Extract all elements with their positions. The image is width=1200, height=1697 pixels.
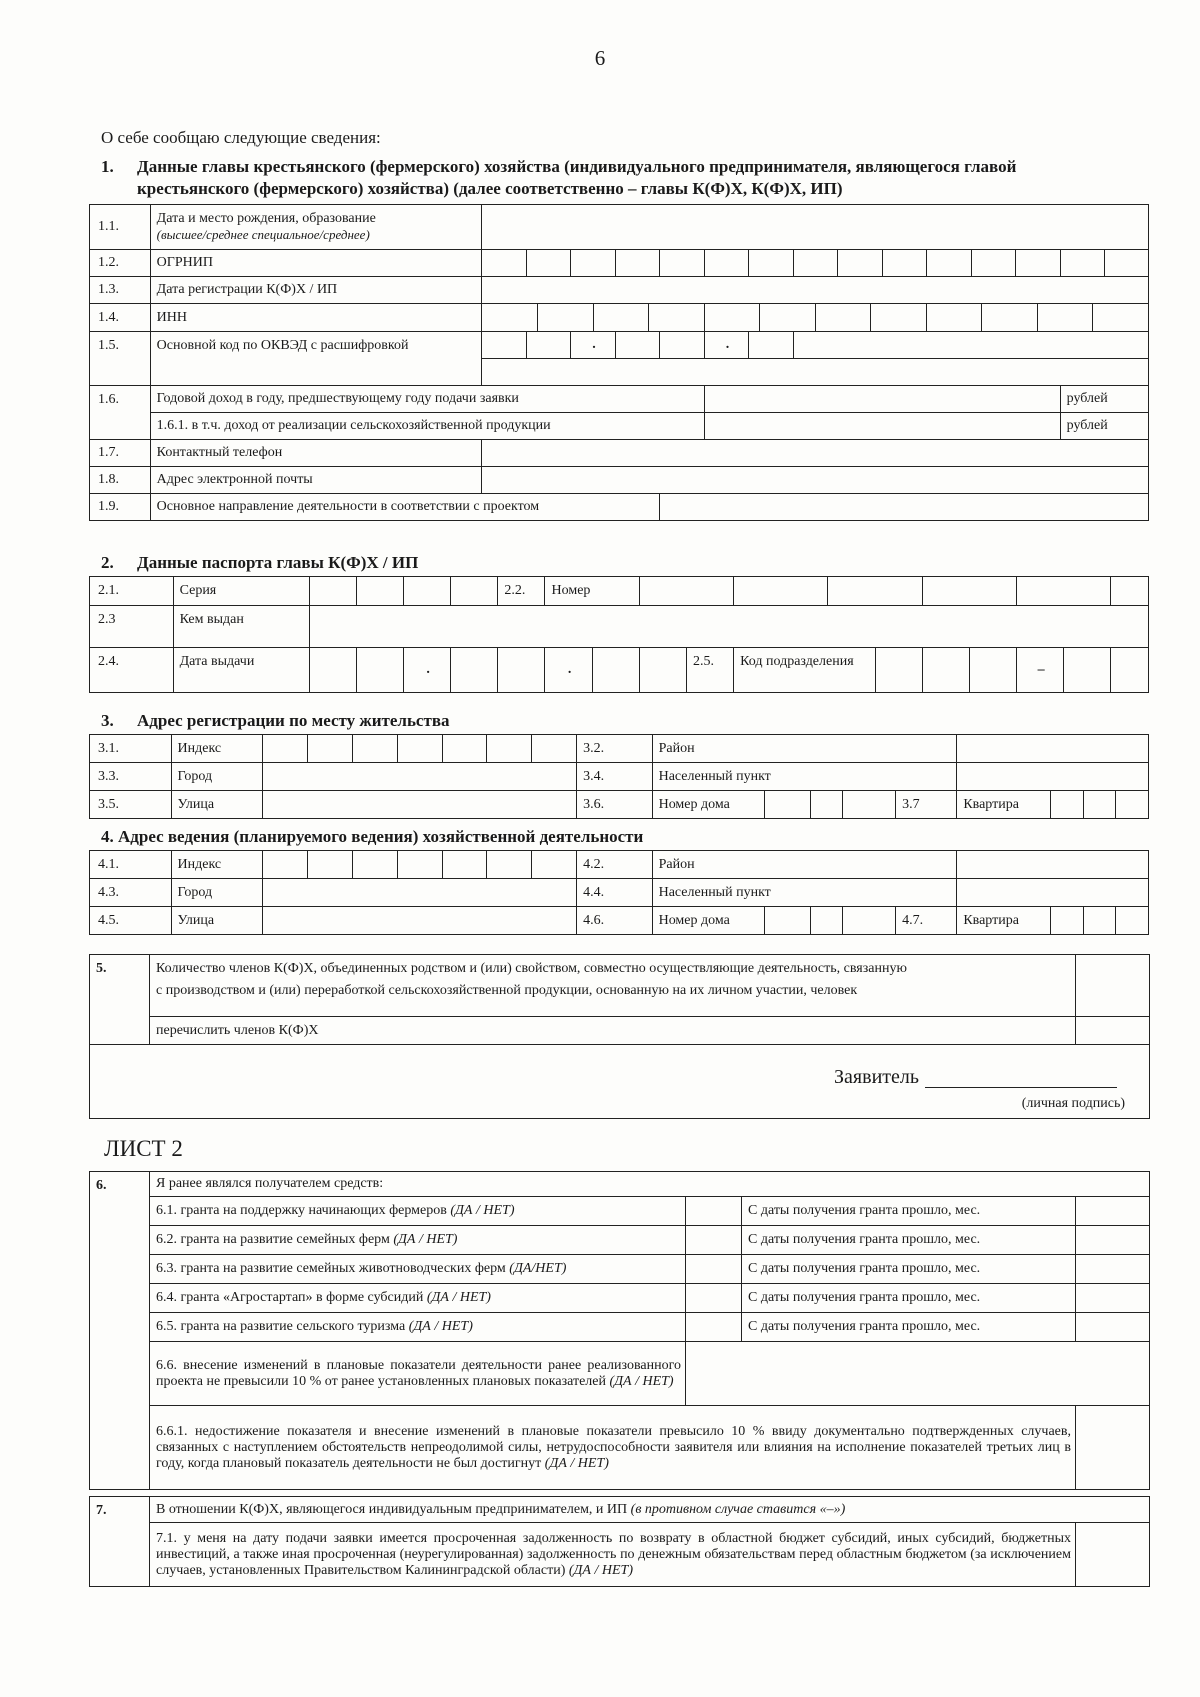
grant-label — [150, 1284, 686, 1313]
row-6-1 — [90, 1197, 1150, 1226]
inn-digit[interactable] — [815, 304, 870, 331]
row-number: 1.6. — [90, 386, 151, 440]
row-number: 3.5. — [90, 791, 172, 819]
separator-dot: . — [592, 337, 596, 352]
grant-answer[interactable] — [686, 1284, 742, 1313]
passport-number-digit[interactable] — [639, 577, 733, 606]
row-number: 1.5. — [90, 332, 151, 386]
settlement-field[interactable] — [957, 763, 1149, 791]
registration-date-field[interactable] — [482, 277, 1149, 304]
ogrnip-digit[interactable] — [660, 250, 704, 277]
city-label: Город — [171, 879, 263, 907]
sheet-2-title: ЛИСТ 2 — [104, 1136, 183, 1161]
row-number: 3.7 — [896, 791, 957, 819]
series-label: Серия — [173, 577, 309, 606]
house-digit[interactable] — [764, 791, 810, 819]
row-1-2 — [90, 250, 1149, 277]
index-digit[interactable] — [397, 851, 442, 879]
overdue-debt-text: 7.1. у меня на дату подачи заявки имеется просроченная задолженность по возврату в областной бюджет субсидий, иных субсидий, бюджетных инвестиций, а также иная просроченная (неурегулированная) задолженность по денежным обязательствам перед областным бюджетом (за исключением случаев, установленных Правительством Калининградской области) — [156, 1530, 1071, 1578]
title: Адрес регистрации по месту жительства — [137, 711, 450, 730]
street-label: Улица — [171, 791, 263, 819]
section-2-title — [101, 552, 418, 574]
activity-direction-field[interactable] — [660, 494, 1149, 521]
street-field[interactable] — [263, 907, 577, 935]
division-code-label: Код подразделения — [734, 648, 875, 693]
grant-answer[interactable] — [686, 1226, 742, 1255]
ogrnip-digit[interactable] — [971, 250, 1015, 277]
inn-digit[interactable] — [538, 304, 593, 331]
ogrnip-digit[interactable] — [571, 250, 615, 277]
index-digit[interactable] — [397, 735, 442, 763]
phone-field[interactable] — [482, 440, 1149, 467]
city-field[interactable] — [263, 763, 577, 791]
row-number: 2.2. — [498, 577, 545, 606]
line: с производством и (или) переработкой сельскохозяйственной продукции, основанную на их личном участии, человек — [156, 983, 858, 998]
row-2-3 — [90, 606, 1149, 648]
row-3-5 — [90, 791, 1149, 819]
grant-answer[interactable] — [686, 1197, 742, 1226]
issue-date-digit[interactable] — [498, 648, 545, 693]
okved-digit[interactable] — [704, 332, 748, 359]
house-digit[interactable] — [843, 907, 896, 935]
grant-label — [150, 1255, 686, 1284]
separator-dot: . — [725, 337, 730, 352]
row-number: 2.1. — [90, 577, 174, 606]
issued-by-label: Кем выдан — [173, 606, 309, 648]
members-count-label — [150, 955, 1076, 1017]
row-6-6-1 — [90, 1406, 1150, 1490]
inn-label: ИНН — [150, 304, 482, 332]
row-4-3 — [90, 879, 1149, 907]
index-label: Индекс — [171, 735, 263, 763]
row-2-1 — [90, 577, 1149, 606]
overdue-debt-label — [150, 1523, 1076, 1587]
row-number: 4.7. — [896, 907, 957, 935]
separator-dot: . — [567, 662, 572, 677]
settlement-field[interactable] — [957, 879, 1149, 907]
apartment-label: Квартира — [957, 907, 1051, 935]
months-since-label: С даты получения гранта прошло, мес. — [742, 1197, 1076, 1226]
apartment-digit[interactable] — [1051, 791, 1084, 819]
plan-change-label — [150, 1342, 686, 1406]
row-6-2 — [90, 1226, 1150, 1255]
settlement-label: Населенный пункт — [652, 879, 957, 907]
series-digit[interactable] — [309, 577, 356, 606]
row-2-4 — [90, 648, 1149, 693]
index-digit[interactable] — [308, 851, 353, 879]
months-since-field[interactable] — [1076, 1313, 1150, 1342]
table-section-1 — [89, 204, 1149, 521]
series-digit[interactable] — [356, 577, 403, 606]
number-label: Номер — [545, 577, 639, 606]
ogrnip-digit[interactable] — [615, 250, 659, 277]
row-7 — [90, 1497, 1150, 1523]
okved-description-field[interactable] — [793, 332, 1148, 359]
inn-digit[interactable] — [593, 304, 648, 331]
row-number: 3.1. — [90, 735, 172, 763]
index-label: Индекс — [171, 851, 263, 879]
row-number: 4.3. — [90, 879, 172, 907]
plan-change-text: 6.6. внесение изменений в плановые показатели деятельности ранее реализованного проекта не превысили 10 % от ранее установленных плановых показателей — [156, 1357, 681, 1389]
apartment-digit[interactable] — [1116, 791, 1149, 819]
row-number: 3.6. — [577, 791, 652, 819]
ogrnip-digit[interactable] — [1105, 250, 1149, 277]
inn-digit[interactable] — [982, 304, 1037, 331]
series-digit[interactable] — [404, 577, 451, 606]
inn-field — [482, 304, 1149, 332]
row-number: 4.2. — [577, 851, 652, 879]
signature-line[interactable] — [925, 1069, 1117, 1088]
yes-no-option: (ДА / НЕТ) — [408, 1319, 473, 1334]
row-number: 4.6. — [577, 907, 652, 935]
ogrnip-digit[interactable] — [882, 250, 926, 277]
table-section-4 — [89, 850, 1149, 935]
row-number: 6. — [90, 1172, 150, 1490]
grant-label — [150, 1313, 686, 1342]
table-section-5 — [89, 954, 1150, 1119]
section-1-title — [101, 156, 1161, 200]
grant-answer[interactable] — [686, 1255, 742, 1284]
row-1-6 — [90, 386, 1149, 413]
issue-date-digit[interactable] — [592, 648, 639, 693]
street-field[interactable] — [263, 791, 577, 819]
apartment-digit[interactable] — [1083, 791, 1116, 819]
row-4-5 — [90, 907, 1149, 935]
section-3-title — [101, 710, 450, 732]
section-number: 1. — [101, 157, 114, 176]
ogrnip-digit[interactable] — [793, 250, 837, 277]
row-6 — [90, 1172, 1150, 1197]
row-number: 1.3. — [90, 277, 151, 304]
inn-digit[interactable] — [760, 304, 815, 331]
annual-income-label: Годовой доход в году, предшествующему году подачи заявки — [150, 386, 704, 413]
table-section-6 — [89, 1171, 1150, 1490]
row-5 — [90, 955, 1150, 1017]
index-digit[interactable] — [487, 851, 532, 879]
city-field[interactable] — [263, 879, 577, 907]
yes-no-option: (ДА / НЕТ) — [426, 1290, 491, 1305]
issue-date-digit[interactable] — [639, 648, 686, 693]
division-code-digit[interactable] — [969, 648, 1016, 693]
division-code-digit[interactable] — [1111, 648, 1149, 693]
row-1-9 — [90, 494, 1149, 521]
issue-date-digit[interactable] — [309, 648, 356, 693]
grant-label — [150, 1197, 686, 1226]
birth-education-field[interactable] — [482, 205, 1149, 250]
index-digit[interactable] — [532, 735, 577, 763]
ogrnip-digit[interactable] — [749, 250, 793, 277]
unit-rubles: рублей — [1060, 413, 1148, 440]
row-1-7 — [90, 440, 1149, 467]
issue-date-digit[interactable] — [404, 648, 451, 693]
plan-change-answer[interactable] — [686, 1342, 1150, 1406]
email-field[interactable] — [482, 467, 1149, 494]
months-since-field[interactable] — [1076, 1197, 1150, 1226]
ogrnip-digit[interactable] — [526, 250, 570, 277]
district-label: Район — [652, 735, 957, 763]
row-1-5 — [90, 332, 1149, 359]
row-number: 2.4. — [90, 648, 174, 693]
yes-no-option: (ДА / НЕТ) — [568, 1562, 633, 1578]
months-since-label: С даты получения гранта прошло, мес. — [742, 1313, 1076, 1342]
house-digit[interactable] — [843, 791, 896, 819]
section-4-title: 4. Адрес ведения (планируемого ведения) хозяйственной деятельности — [101, 827, 644, 846]
agri-income-field[interactable] — [704, 413, 1060, 440]
page-number: 6 — [594, 46, 606, 70]
division-code-digit[interactable] — [1017, 648, 1064, 693]
row-number: 3.4. — [577, 763, 652, 791]
issue-date-digit[interactable] — [451, 648, 498, 693]
yes-no-option: (ДА/НЕТ) — [509, 1261, 567, 1276]
issue-date-digit[interactable] — [356, 648, 403, 693]
okved-digit[interactable] — [660, 332, 704, 359]
passport-number-digit[interactable] — [922, 577, 1016, 606]
members-list-label: перечислить членов К(Ф)Х — [150, 1017, 1076, 1045]
house-digit[interactable] — [810, 907, 843, 935]
index-digit[interactable] — [442, 735, 487, 763]
yes-no-option: (ДА / НЕТ) — [609, 1373, 674, 1389]
signature-caption: (личная подпись) — [1021, 1096, 1125, 1111]
inn-digit[interactable] — [871, 304, 926, 331]
inn-digit[interactable] — [926, 304, 981, 331]
row-number: 1.2. — [90, 250, 151, 277]
section-number: 3. — [101, 711, 114, 730]
house-number-label: Номер дома — [652, 791, 764, 819]
index-digit[interactable] — [487, 735, 532, 763]
row-number: 3.2. — [577, 735, 652, 763]
header-note: (в противном случае ставится «–») — [630, 1501, 846, 1517]
index-digit[interactable] — [352, 851, 397, 879]
okved-digit[interactable] — [571, 332, 615, 359]
title: Данные паспорта главы К(Ф)Х / ИП — [137, 553, 419, 572]
grant-answer[interactable] — [686, 1313, 742, 1342]
index-digit[interactable] — [442, 851, 487, 879]
yes-no-option: (ДА / НЕТ) — [393, 1232, 458, 1247]
grant-name: 6.2. гранта на развитие семейных ферм — [156, 1232, 390, 1247]
issued-by-field[interactable] — [309, 606, 1148, 648]
row-6-6 — [90, 1342, 1150, 1406]
row-number: 1.8. — [90, 467, 151, 494]
ogrnip-digit[interactable] — [838, 250, 882, 277]
district-field[interactable] — [957, 851, 1149, 879]
ogrnip-digit[interactable] — [1060, 250, 1104, 277]
city-label: Город — [171, 763, 263, 791]
row-1-8 — [90, 467, 1149, 494]
row-signature — [90, 1045, 1150, 1119]
district-field[interactable] — [957, 735, 1149, 763]
row-5-list — [90, 1017, 1150, 1045]
row-number: 5. — [90, 955, 150, 1045]
row-number: 7. — [90, 1497, 150, 1587]
passport-number-digit[interactable] — [734, 577, 828, 606]
house-digit[interactable] — [810, 791, 843, 819]
okved-label: Основной код по ОКВЭД с расшифровкой — [150, 332, 482, 386]
ip-section-header — [150, 1497, 1150, 1523]
row-number: 1.9. — [90, 494, 151, 521]
signature-block — [90, 1045, 1150, 1119]
months-since-field[interactable] — [1076, 1255, 1150, 1284]
education-options: (высшее/среднее специальное/среднее) — [156, 227, 370, 242]
okved-digit[interactable] — [482, 332, 526, 359]
row-1-3 — [90, 277, 1149, 304]
row-number: 4.4. — [577, 879, 652, 907]
separator-dot: . — [426, 662, 430, 677]
row-7-1 — [90, 1523, 1150, 1587]
force-majeure-answer[interactable] — [1076, 1406, 1150, 1490]
index-digit[interactable] — [532, 851, 577, 879]
okved-description-line[interactable] — [482, 359, 1149, 386]
index-digit[interactable] — [308, 735, 353, 763]
passport-number-digit[interactable] — [1111, 577, 1149, 606]
activity-direction-label: Основное направление деятельности в соответствии с проектом — [150, 494, 660, 521]
months-since-field[interactable] — [1076, 1226, 1150, 1255]
apartment-digit[interactable] — [1051, 907, 1084, 935]
force-majeure-text: 6.6.1. недостижение показателя и внесение изменений в плановые показатели превысило 10 % ввиду документально подтвержденных случаев, связанных с наступлением обстоятельств непреодолимой силы, нетрудоспособности заявителя или влияния на исполнение показателей третьих лиц в году, когда плановый показатель деятельности не был достигнут — [156, 1423, 1071, 1471]
months-since-label: С даты получения гранта прошло, мес. — [742, 1255, 1076, 1284]
house-digit[interactable] — [764, 907, 810, 935]
division-code-digit[interactable] — [875, 648, 922, 693]
row-1-1 — [90, 205, 1149, 250]
title-line-1: Данные главы крестьянского (фермерского) хозяйства (индивидуального предпринимателя, являющегося главой — [137, 157, 1017, 176]
phone-label: Контактный телефон — [150, 440, 482, 467]
inn-digit[interactable] — [704, 304, 759, 331]
unit-rubles: рублей — [1060, 386, 1148, 413]
row-number: 1.1. — [90, 205, 151, 250]
grant-label — [150, 1226, 686, 1255]
table-section-3 — [89, 734, 1149, 819]
row-number: 1.7. — [90, 440, 151, 467]
yes-no-option: (ДА / НЕТ) — [450, 1203, 515, 1218]
street-label: Улица — [171, 907, 263, 935]
yes-no-option: (ДА / НЕТ) — [544, 1455, 609, 1471]
header-text: В отношении К(Ф)Х, являющегося индивидуальным предпринимателем, и ИП — [156, 1501, 628, 1517]
section-number: 2. — [101, 553, 114, 572]
agri-income-label: 1.6.1. в т.ч. доход от реализации сельскохозяйственной продукции — [150, 413, 704, 440]
index-digit[interactable] — [263, 735, 308, 763]
row-number: 2.5. — [686, 648, 733, 693]
row-6-3 — [90, 1255, 1150, 1284]
row-6-5 — [90, 1313, 1150, 1342]
force-majeure-label — [150, 1406, 1076, 1490]
title-line-2: крестьянского (фермерского) хозяйства) (далее соответственно – главы К(Ф)Х, К(Ф)Х, ИП) — [137, 179, 843, 198]
inn-digits — [482, 304, 1148, 331]
okved-digit[interactable] — [526, 332, 570, 359]
inn-digit[interactable] — [482, 304, 537, 331]
label: Дата и место рождения, образование — [156, 211, 376, 226]
row-3-1 — [90, 735, 1149, 763]
members-count-field[interactable] — [1076, 955, 1150, 1017]
intro-text: О себе сообщаю следующие сведения: — [101, 128, 381, 147]
row-4-1 — [90, 851, 1149, 879]
annual-income-field[interactable] — [704, 386, 1060, 413]
issue-date-digit[interactable] — [545, 648, 592, 693]
settlement-label: Населенный пункт — [652, 763, 957, 791]
grant-name: 6.3. гранта на развитие семейных животноводческих ферм — [156, 1261, 506, 1276]
table-section-7 — [89, 1496, 1150, 1587]
division-code-digit[interactable] — [1064, 648, 1111, 693]
row-1-6-1 — [90, 413, 1149, 440]
birth-education-label — [150, 205, 482, 250]
members-list-field[interactable] — [1076, 1017, 1150, 1045]
row-number: 1.4. — [90, 304, 151, 332]
applicant-label: Заявитель — [834, 1066, 919, 1088]
row-number: 2.3 — [90, 606, 174, 648]
series-digit[interactable] — [451, 577, 498, 606]
division-code-digit[interactable] — [922, 648, 969, 693]
row-number: 4.1. — [90, 851, 172, 879]
row-number: 4.5. — [90, 907, 172, 935]
line: Количество членов К(Ф)Х, объединенных родством и (или) свойством, совместно осуществляющие деятельность, связанную — [156, 961, 907, 976]
months-since-label: С даты получения гранта прошло, мес. — [742, 1284, 1076, 1313]
grants-intro: Я ранее являлся получателем средств: — [150, 1172, 1150, 1197]
ogrnip-digit[interactable] — [1016, 250, 1060, 277]
row-6-4 — [90, 1284, 1150, 1313]
okved-digit[interactable] — [615, 332, 659, 359]
ogrnip-digit[interactable] — [927, 250, 971, 277]
separator-dash: – — [1037, 662, 1045, 677]
row-number: 3.3. — [90, 763, 172, 791]
row-3-3 — [90, 763, 1149, 791]
apartment-digit[interactable] — [1116, 907, 1149, 935]
inn-digit[interactable] — [1093, 304, 1149, 331]
passport-number-digit[interactable] — [828, 577, 922, 606]
months-since-field[interactable] — [1076, 1284, 1150, 1313]
index-digit[interactable] — [263, 851, 308, 879]
okved-digit[interactable] — [749, 332, 793, 359]
row-1-4 — [90, 304, 1149, 332]
apartment-digit[interactable] — [1083, 907, 1116, 935]
grant-name: 6.5. гранта на развитие сельского туризма — [156, 1319, 406, 1334]
grant-name: 6.4. гранта «Агростартап» в форме субсидий — [156, 1290, 424, 1305]
grant-name: 6.1. гранта на поддержку начинающих фермеров — [156, 1203, 447, 1218]
overdue-debt-answer[interactable] — [1076, 1523, 1150, 1587]
ogrnip-label: ОГРНИП — [150, 250, 482, 277]
months-since-label: С даты получения гранта прошло, мес. — [742, 1226, 1076, 1255]
district-label: Район — [652, 851, 957, 879]
house-number-label: Номер дома — [652, 907, 764, 935]
ogrnip-digit[interactable] — [482, 250, 526, 277]
issue-date-label: Дата выдачи — [173, 648, 309, 693]
inn-digit[interactable] — [1037, 304, 1092, 331]
email-label: Адрес электронной почты — [150, 467, 482, 494]
index-digit[interactable] — [352, 735, 397, 763]
apartment-label: Квартира — [957, 791, 1051, 819]
ogrnip-digit[interactable] — [704, 250, 748, 277]
passport-number-digit[interactable] — [1017, 577, 1111, 606]
table-section-2 — [89, 576, 1149, 693]
registration-date-label: Дата регистрации К(Ф)Х / ИП — [150, 277, 482, 304]
inn-digit[interactable] — [649, 304, 704, 331]
